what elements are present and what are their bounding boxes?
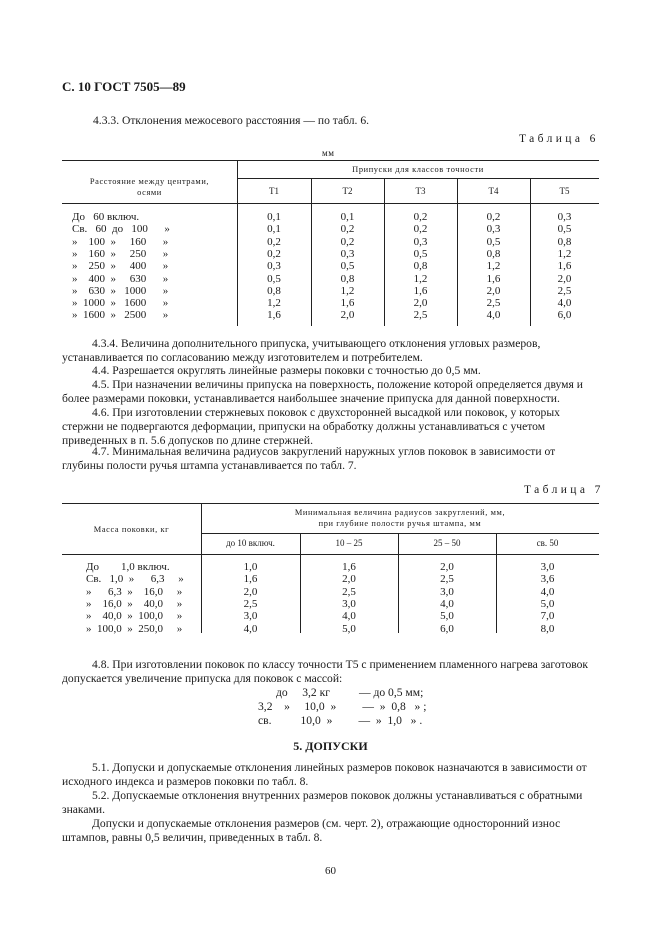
- table6-cell: 0,3: [340, 247, 355, 260]
- table6-cell: 0,8: [413, 260, 428, 273]
- mass-line: до 3,2 кг — до 0,5 мм;: [276, 686, 424, 699]
- table7-cell: 2,5: [243, 597, 258, 610]
- table6-cell: 0,3: [486, 223, 501, 236]
- table7-cell: 7,0: [540, 610, 555, 623]
- page-number: 60: [325, 865, 336, 877]
- table7-group-header-line: Минимальная величина радиусов закруглений, мм,: [294, 508, 506, 517]
- table6-row-header-line: осями: [137, 188, 162, 197]
- table6-row-label: » 100 » 160 »: [72, 235, 169, 248]
- table6-group-rule: [237, 178, 599, 179]
- table6-cell: 0,5: [486, 235, 501, 248]
- table6-cell: 0,1: [267, 211, 281, 223]
- mass-line: св. 10,0 » — » 1,0 » .: [258, 714, 423, 727]
- table6-cell: 2,5: [557, 284, 572, 297]
- table6-cell: 6,0: [557, 309, 572, 322]
- table6-cell: 2,0: [486, 284, 501, 297]
- table6-row-label: » 250 » 400 »: [72, 260, 169, 273]
- table7-cell: 1,0: [243, 561, 258, 573]
- table6-cell: 0,1: [267, 223, 281, 236]
- table6-col-header: Т3: [415, 186, 426, 196]
- table7-cell: 2,5: [342, 585, 356, 598]
- table7-cell: 2,0: [342, 573, 356, 586]
- table7-cell: 3,0: [440, 585, 454, 598]
- table7-cell: 8,0: [540, 622, 555, 635]
- table7-group-header-line: при глубине полости ручья штампа, мм: [318, 519, 482, 528]
- table6-col-header: Т1: [269, 186, 279, 196]
- paragraph-4-6: 4.6. При изготовлении стержневых поковок с двухсторонней высадкой или поковок, у которых стержни не подвергаются деформации, припуски на обработку должны устанавливаться с учетом приведенных в п. 5.6 допусков по длине стержней.: [62, 406, 560, 447]
- table7-cell: 4,0: [540, 585, 555, 598]
- table7-cell: 3,0: [243, 610, 258, 623]
- table6-cell: 4,0: [557, 297, 572, 310]
- table6-cell: 1,2: [486, 260, 501, 273]
- table6-header-rule: [62, 203, 599, 204]
- mass-line: 3,2 » 10,0 » — » 0,8 » ;: [258, 700, 427, 713]
- table6-row-label: » 160 » 250 »: [72, 247, 169, 260]
- table7-group-header: [201, 507, 599, 529]
- table7-col-header: 10 – 25: [335, 538, 363, 548]
- paragraph-4-5: 4.5. При назначении величины припуска на поверхность, положение которой определяется двумя и более размерами поковки, устанавливается наибольшее значение припуска для данной поверхности.: [62, 378, 583, 405]
- table6-cell: 0,3: [413, 235, 428, 248]
- table7-row-label: » 100,0 » 250,0 »: [86, 622, 183, 635]
- table6-cell: 1,6: [267, 309, 281, 322]
- table6-unit: мм: [322, 148, 335, 158]
- table6-row-label: » 630 » 1000 »: [72, 284, 169, 297]
- paragraph-4-3-4: 4.3.4. Величина дополнительного припуска, учитывающего отклонения угловых размеров, устанавливается по согласованию между изготовителем и потребителем.: [62, 337, 541, 364]
- table7-cell: 2,0: [440, 561, 454, 573]
- table6-cell: 0,8: [486, 247, 501, 260]
- paragraph-5-2-continued: Допуски и допускаемые отклонения размеров (см. черт. 2), отражающие односторонний износ штампов, равны 0,5 величин, приведенных в табл. 8.: [62, 817, 561, 844]
- table6-cell: 4,0: [486, 309, 501, 322]
- table7-group-rule: [201, 533, 599, 534]
- table6-cell: 0,8: [267, 284, 281, 297]
- table6-cell: 0,5: [557, 223, 572, 236]
- table6-cell: 0,8: [557, 235, 572, 248]
- table7-row-label: » 6,3 » 16,0 »: [86, 585, 183, 598]
- paragraph-4-4: 4.4. Разрешается округлять линейные размеры поковки с точностью до 0,5 мм.: [92, 364, 481, 377]
- table6-cell: 0,1: [340, 211, 355, 223]
- table6-cell: 0,3: [267, 260, 281, 273]
- table6-cell: 2,5: [413, 309, 428, 322]
- table6-cell: 0,2: [267, 247, 281, 260]
- table6-cell: 0,5: [413, 247, 428, 260]
- table6-caption: Таблица 6: [519, 133, 599, 145]
- paragraph-4-8: 4.8. При изготовлении поковок по классу точности Т5 с применением пламенного нагрева заготовок допускается увеличение припуска для поковок с массой:: [62, 658, 589, 685]
- table6-row-label: До 60 включ.: [72, 211, 140, 223]
- table6-col-header: Т4: [488, 186, 499, 196]
- table7-cell: 3,0: [342, 597, 356, 610]
- table7-col-header: св. 50: [536, 538, 559, 548]
- table6-cell: 0,5: [267, 272, 281, 285]
- table7-cell: 3,6: [540, 573, 555, 586]
- table6-col-header: Т2: [342, 186, 353, 196]
- table6-cell: 1,6: [557, 260, 572, 273]
- table6-cell: 0,8: [340, 272, 355, 285]
- table7-cell: 4,0: [440, 597, 454, 610]
- table6-group-header: Припуски для классов точности: [352, 165, 484, 174]
- table6-cell: 0,3: [557, 211, 572, 223]
- table6-row-header: [62, 176, 237, 198]
- table7-col-header: 25 – 50: [433, 538, 461, 548]
- table7-cell: 1,6: [243, 573, 258, 586]
- table6-cell: 0,2: [340, 235, 355, 248]
- table7-row-label: » 40,0 » 100,0 »: [86, 610, 183, 623]
- table6-cell: 1,2: [340, 284, 355, 297]
- table6-row-label: Св. 60 до 100 »: [72, 223, 170, 236]
- table6-cell: 2,0: [340, 309, 355, 322]
- paragraph-4-3-3: 4.3.3. Отклонения межосевого расстояния — по табл. 6.: [93, 114, 370, 127]
- paragraph-4-7: 4.7. Минимальная величина радиусов закруглений наружных углов поковок в зависимости от глубины полости ручья штампа устанавливается по табл. 7.: [62, 445, 556, 472]
- table7-cell: 5,0: [440, 610, 454, 623]
- table6-top-rule: [62, 160, 599, 161]
- table7-top-rule: [62, 503, 599, 504]
- table7-cell: 4,0: [243, 622, 258, 635]
- table6-cell: 0,2: [267, 235, 281, 248]
- table6-cell: 0,2: [413, 211, 428, 223]
- table6-row-header-line: Расстояние между центрами,: [89, 177, 210, 186]
- table7-row-header: Масса поковки, кг: [93, 525, 170, 534]
- table6-cell: 2,5: [486, 297, 501, 310]
- table7-row-label: До 1,0 включ.: [86, 561, 170, 573]
- table6-cell: 1,2: [557, 247, 572, 260]
- table6-cell: 1,2: [413, 272, 428, 285]
- table6-row-label: » 400 » 630 »: [72, 272, 169, 285]
- table6-row-label: » 1600 » 2500 »: [72, 309, 169, 322]
- table6-cell: 1,6: [340, 297, 355, 310]
- table6-cell: 2,0: [413, 297, 428, 310]
- table6-cell: 0,5: [340, 260, 355, 273]
- table7-cell: 1,6: [342, 561, 356, 573]
- table7-cell: 5,0: [342, 622, 356, 635]
- table6-cell: 1,2: [267, 297, 281, 310]
- table7-cell: 2,0: [243, 585, 258, 598]
- table7-cell: 6,0: [440, 622, 454, 635]
- table7-cell: 3,0: [540, 561, 555, 573]
- table7-row-label: » 16,0 » 40,0 »: [86, 597, 183, 610]
- table6-row-label: » 1000 » 1600 »: [72, 297, 169, 310]
- table6-cell: 2,0: [557, 272, 572, 285]
- paragraph-5-2: 5.2. Допускаемые отклонения внутренних размеров поковок должны устанавливаться с обратными знаками.: [62, 789, 583, 816]
- page-header: С. 10 ГОСТ 7505—89: [62, 79, 186, 94]
- table6-cell: 0,2: [413, 223, 428, 236]
- table7-row-label: Св. 1,0 » 6,3 »: [86, 573, 184, 586]
- table7-header-rule: [62, 554, 599, 555]
- table6-cell: 0,2: [340, 223, 355, 236]
- table6-col-header: Т5: [559, 186, 570, 196]
- table6-cell: 1,6: [413, 284, 428, 297]
- table6-cell: 1,6: [486, 272, 501, 285]
- table7-cell: 2,5: [440, 573, 454, 586]
- table7-cell: 4,0: [342, 610, 356, 623]
- table7-col-header: до 10 включ.: [226, 538, 275, 548]
- paragraph-5-1: 5.1. Допуски и допускаемые отклонения линейных размеров поковок назначаются в зависимости от исходного индекса и размеров поковки по табл. 8.: [62, 761, 587, 788]
- table7-cell: 5,0: [540, 597, 555, 610]
- table6-cell: 0,2: [486, 211, 501, 223]
- table7-caption: Таблица 7: [524, 484, 604, 496]
- section-title: 5. ДОПУСКИ: [293, 739, 368, 753]
